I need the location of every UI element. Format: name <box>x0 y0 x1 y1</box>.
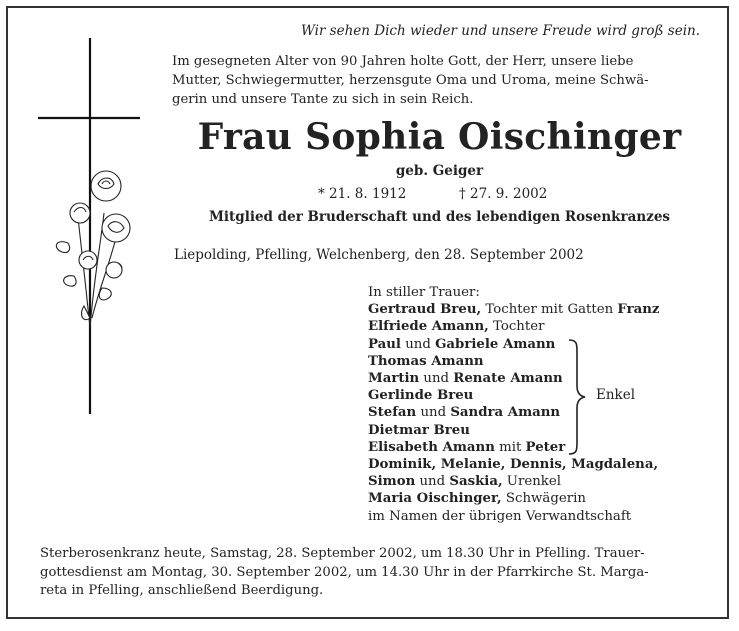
intro-text <box>172 52 707 109</box>
mourner-relation: Urenkel <box>502 474 561 490</box>
mourner-line <box>368 318 659 335</box>
mourner-name: Gertraud Breu, <box>368 302 482 318</box>
mourner-relation: Schwägerin <box>501 491 586 507</box>
intro-line: Im gesegneten Alter von 90 Jahren holte Gott, der Herr, unsere liebe <box>172 54 634 69</box>
death-date: † 27. 9. 2002 <box>459 186 548 202</box>
mourner-name: Saskia, <box>449 474 503 490</box>
mourner-line <box>368 508 659 525</box>
grandchildren-label: Enkel <box>596 387 636 403</box>
motto: Wir sehen Dich wieder und unsere Freude wird groß sein. <box>300 23 700 39</box>
intro-line: gerin und unsere Tante zu sich in sein Reich. <box>172 92 474 107</box>
mourner-relation: Tochter mit Gatten <box>481 302 618 318</box>
mourner-name: Maria Oischinger, <box>368 491 502 507</box>
cross-icon <box>38 38 148 418</box>
membership: Mitglied der Bruderschaft und des lebendigen Rosenkranzes <box>208 209 671 225</box>
mourner-name: Martin <box>368 371 420 387</box>
mourner-name: Sandra Amann <box>450 405 561 421</box>
mourner-name: Gerlinde Breu <box>368 388 474 404</box>
mourner-name: Elisabeth Amann <box>368 439 495 455</box>
mourner-name: Peter <box>525 439 566 455</box>
intro-line: Mutter, Schwiegermutter, herzensgute Oma und Uroma, meine Schwä- <box>172 73 649 88</box>
mourner-relation: und <box>419 371 454 387</box>
mourner-line <box>368 473 659 490</box>
mourner-relation: und <box>415 474 450 490</box>
mourner-name: Paul <box>368 336 401 352</box>
funeral-line: Sterberosenkranz heute, Samstag, 28. September 2002, um 18.30 Uhr in Pfelling. Trauer- <box>40 546 645 561</box>
mourner-line <box>368 353 659 370</box>
mourner-name: Simon <box>368 474 416 490</box>
deceased-name: Frau Sophia Oischinger <box>197 116 682 158</box>
mourner-relation: und <box>400 336 436 352</box>
maiden-name: geb. Geiger <box>395 163 484 179</box>
funeral-info <box>40 545 649 601</box>
mourner-line <box>368 439 659 456</box>
mourner-line <box>368 490 659 507</box>
mourner-name: Dietmar Breu <box>368 422 470 438</box>
birth-date: * 21. 8. 1912 <box>318 186 407 202</box>
mourner-name: Franz <box>617 302 660 318</box>
mourner-name: Thomas Amann <box>368 353 484 369</box>
mourner-name: Elfriede Amann, <box>368 319 489 335</box>
mourner-relation: im Namen der übrigen Verwandtschaft <box>368 508 632 524</box>
mourners-list <box>368 284 659 525</box>
mourner-line <box>368 404 659 421</box>
mourner-relation: mit <box>494 439 526 455</box>
mourner-name: Dominik, Melanie, Dennis, Magdalena, <box>368 457 659 473</box>
mourner-name: Stefan <box>368 405 417 421</box>
brace-icon <box>567 338 587 456</box>
mourners-intro: In stiller Trauer: <box>368 285 480 300</box>
mourner-line <box>368 301 659 318</box>
mourner-name: Gabriele Amann <box>435 336 556 352</box>
mourner-relation: und <box>416 405 451 421</box>
mourner-line <box>368 422 659 439</box>
funeral-line: gottesdienst am Montag, 30. September 2002, um 14.30 Uhr in der Pfarrkirche St. Marga- <box>40 564 649 580</box>
funeral-line: reta in Pfelling, anschließend Beerdigung. <box>40 583 324 598</box>
mourner-line <box>368 456 659 473</box>
mourner-line <box>368 370 659 387</box>
rose-bouquet-icon <box>56 171 130 328</box>
mourner-name: Renate Amann <box>453 371 563 387</box>
place-date: Liepolding, Pfelling, Welchenberg, den 28. September 2002 <box>174 247 584 263</box>
mourner-line <box>368 336 659 353</box>
mourner-relation: Tochter <box>488 319 545 335</box>
